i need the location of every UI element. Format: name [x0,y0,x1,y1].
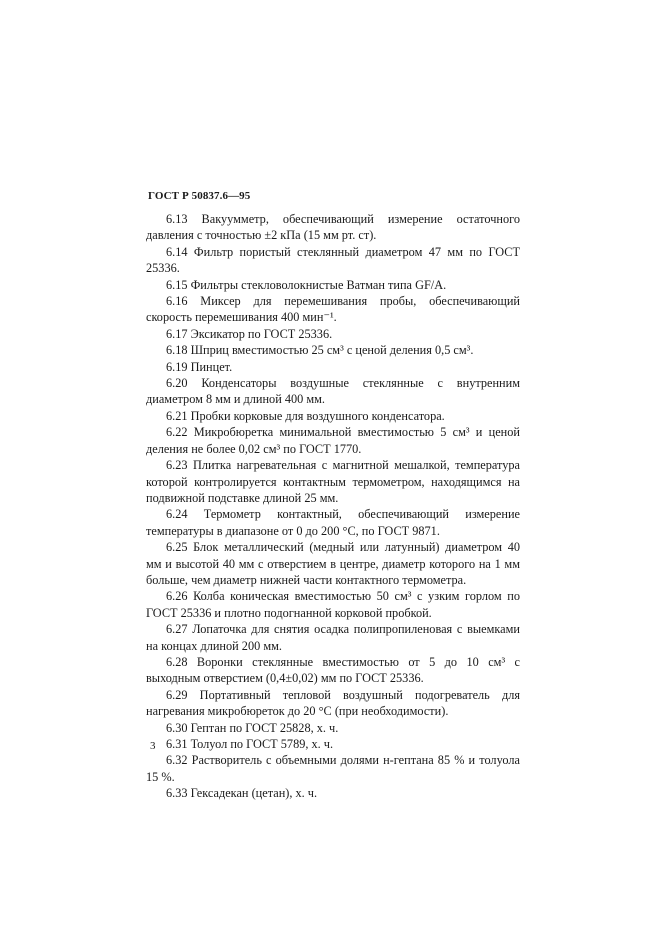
list-item: 6.31 Толуол по ГОСТ 5789, х. ч. [166,737,334,751]
list-item: 6.13 Вакуумметр, обеспечивающий измерение остаточного давления с точностью ±2 кПа (15 мм рт. ст). [146,212,520,243]
list-item: 6.23 Плитка нагревательная с магнитной мешалкой, температура которой контролируется контактным термометром, находящимся на подвижной подставке длиной 25 мм. [146,458,520,505]
list-item: 6.17 Эксикатор по ГОСТ 25336. [166,326,333,341]
list-item: 6.15 Фильтры стекловолокнистые Ватман типа GF/A. [166,277,447,292]
list-item: 6.18 Шприц вместимостью 25 см³ с ценой деления 0,5 см³. [166,343,474,358]
list-item: 6.16 Миксер для перемешивания пробы, обеспечивающий скорость перемешивания 400 мин⁻¹. [146,294,520,325]
list-item: 6.33 Гексадекан (цетан), х. ч. [166,786,318,801]
list-item: 6.29 Портативный тепловой воздушный подогреватель для нагревания микробюреток до 20 °С (при необходимости). [146,687,520,719]
list-item: 6.24 Термометр контактный, обеспечивающий измерение температуры в диапазоне от 0 до 200 °С, по ГОСТ 9871. [146,507,520,538]
page-number: 3 [150,740,156,752]
list-item: 6.19 Пинцет. [166,359,233,374]
list-item: 6.30 Гептан по ГОСТ 25828, х. ч. [166,720,339,735]
document-header: ГОСТ Р 50837.6—95 [148,190,251,202]
list-item: 6.22 Микробюретка минимальной вместимостью 5 см³ и ценой деления не более 0,02 см³ по ГОСТ 1770. [146,425,520,456]
list-item: 6.28 Воронки стеклянные вместимостью от 5 до 10 см³ с выходным отверстием (0,4±0,02) мм по ГОСТ 25336. [146,654,520,686]
list-item: 6.25 Блок металлический (медный или латунный) диаметром 40 мм и высотой 40 мм с отверстием в центре, диаметр которого на 1 мм больше, чем диаметр нижней части контактного термометра. [146,540,520,587]
list-item: 6.21 Пробки корковые для воздушного конденсатора. [166,408,445,423]
document-body [146,211,520,802]
list-item: 6.14 Фильтр пористый стеклянный диаметром 47 мм по ГОСТ 25336. [146,244,520,276]
list-item: 6.27 Лопаточка для снятия осадка полипропиленовая с выемками на концах длиной 200 мм. [146,622,520,653]
list-item: 6.32 Растворитель с объемными долями н-гептана 85 % и толуола 15 %. [146,753,520,784]
list-item: 6.20 Конденсаторы воздушные стеклянные с внутренним диаметром 8 мм и длиной 400 мм. [146,376,520,407]
list-item: 6.26 Колба коническая вместимостью 50 см³ с узким горлом по ГОСТ 25336 и плотно подогнанной корковой пробкой. [146,589,520,620]
